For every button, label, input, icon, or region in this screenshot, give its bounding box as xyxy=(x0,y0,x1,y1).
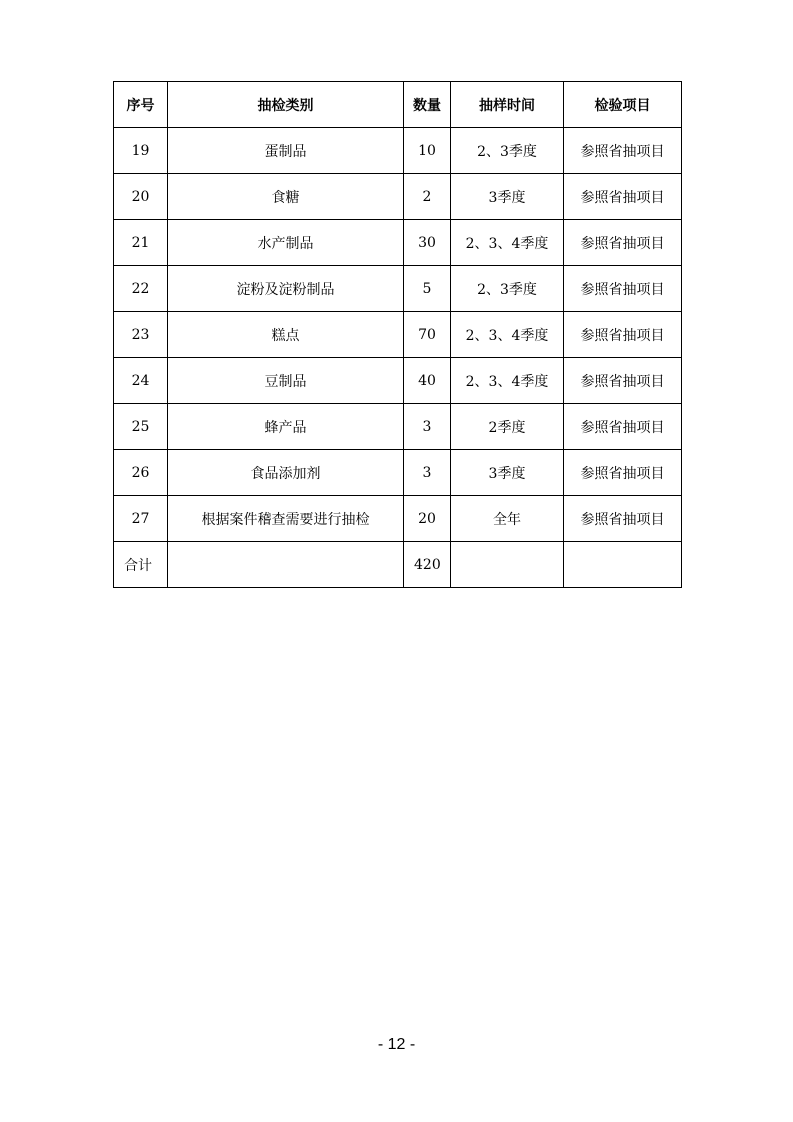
total-category xyxy=(168,542,404,588)
cell-quantity: 30 xyxy=(404,220,451,266)
cell-category: 蛋制品 xyxy=(168,128,404,174)
header-category: 抽检类别 xyxy=(168,82,404,128)
cell-category: 根据案件稽查需要进行抽检 xyxy=(168,496,404,542)
cell-quantity: 20 xyxy=(404,496,451,542)
cell-items: 参照省抽项目 xyxy=(564,266,682,312)
page-number: - 12 - xyxy=(377,1036,416,1053)
cell-seq: 20 xyxy=(114,174,168,220)
table-row xyxy=(114,266,682,312)
cell-items: 参照省抽项目 xyxy=(564,358,682,404)
cell-quantity: 5 xyxy=(404,266,451,312)
table-row xyxy=(114,312,682,358)
cell-category: 食品添加剂 xyxy=(168,450,404,496)
table-row xyxy=(114,496,682,542)
cell-time: 全年 xyxy=(451,496,564,542)
cell-seq: 26 xyxy=(114,450,168,496)
header-seq: 序号 xyxy=(114,82,168,128)
table-total-row xyxy=(114,542,682,588)
total-quantity: 420 xyxy=(404,542,451,588)
cell-time: 2、3、4季度 xyxy=(451,358,564,404)
cell-seq: 21 xyxy=(114,220,168,266)
header-items: 检验项目 xyxy=(564,82,682,128)
total-label: 合计 xyxy=(114,542,168,588)
cell-quantity: 70 xyxy=(404,312,451,358)
cell-time: 2、3、4季度 xyxy=(451,312,564,358)
cell-items: 参照省抽项目 xyxy=(564,450,682,496)
cell-seq: 23 xyxy=(114,312,168,358)
cell-items: 参照省抽项目 xyxy=(564,174,682,220)
cell-category: 豆制品 xyxy=(168,358,404,404)
total-time xyxy=(451,542,564,588)
cell-category: 蜂产品 xyxy=(168,404,404,450)
table-row xyxy=(114,358,682,404)
cell-category: 食糖 xyxy=(168,174,404,220)
cell-category: 糕点 xyxy=(168,312,404,358)
table-header-row xyxy=(114,82,682,128)
table-row xyxy=(114,404,682,450)
cell-quantity: 2 xyxy=(404,174,451,220)
table-row xyxy=(114,128,682,174)
cell-category: 淀粉及淀粉制品 xyxy=(168,266,404,312)
cell-time: 2、3季度 xyxy=(451,128,564,174)
cell-time: 3季度 xyxy=(451,450,564,496)
cell-quantity: 40 xyxy=(404,358,451,404)
cell-time: 2、3、4季度 xyxy=(451,220,564,266)
table-row xyxy=(114,220,682,266)
cell-seq: 27 xyxy=(114,496,168,542)
cell-seq: 22 xyxy=(114,266,168,312)
cell-time: 2季度 xyxy=(451,404,564,450)
total-items xyxy=(564,542,682,588)
cell-seq: 25 xyxy=(114,404,168,450)
cell-quantity: 10 xyxy=(404,128,451,174)
cell-items: 参照省抽项目 xyxy=(564,496,682,542)
cell-time: 2、3季度 xyxy=(451,266,564,312)
cell-category: 水产制品 xyxy=(168,220,404,266)
table-row xyxy=(114,174,682,220)
cell-items: 参照省抽项目 xyxy=(564,220,682,266)
cell-quantity: 3 xyxy=(404,450,451,496)
cell-seq: 24 xyxy=(114,358,168,404)
cell-time: 3季度 xyxy=(451,174,564,220)
cell-items: 参照省抽项目 xyxy=(564,312,682,358)
cell-items: 参照省抽项目 xyxy=(564,128,682,174)
cell-items: 参照省抽项目 xyxy=(564,404,682,450)
header-quantity: 数量 xyxy=(404,82,451,128)
cell-seq: 19 xyxy=(114,128,168,174)
table-row xyxy=(114,450,682,496)
inspection-table xyxy=(113,81,682,588)
cell-quantity: 3 xyxy=(404,404,451,450)
header-time: 抽样时间 xyxy=(451,82,564,128)
